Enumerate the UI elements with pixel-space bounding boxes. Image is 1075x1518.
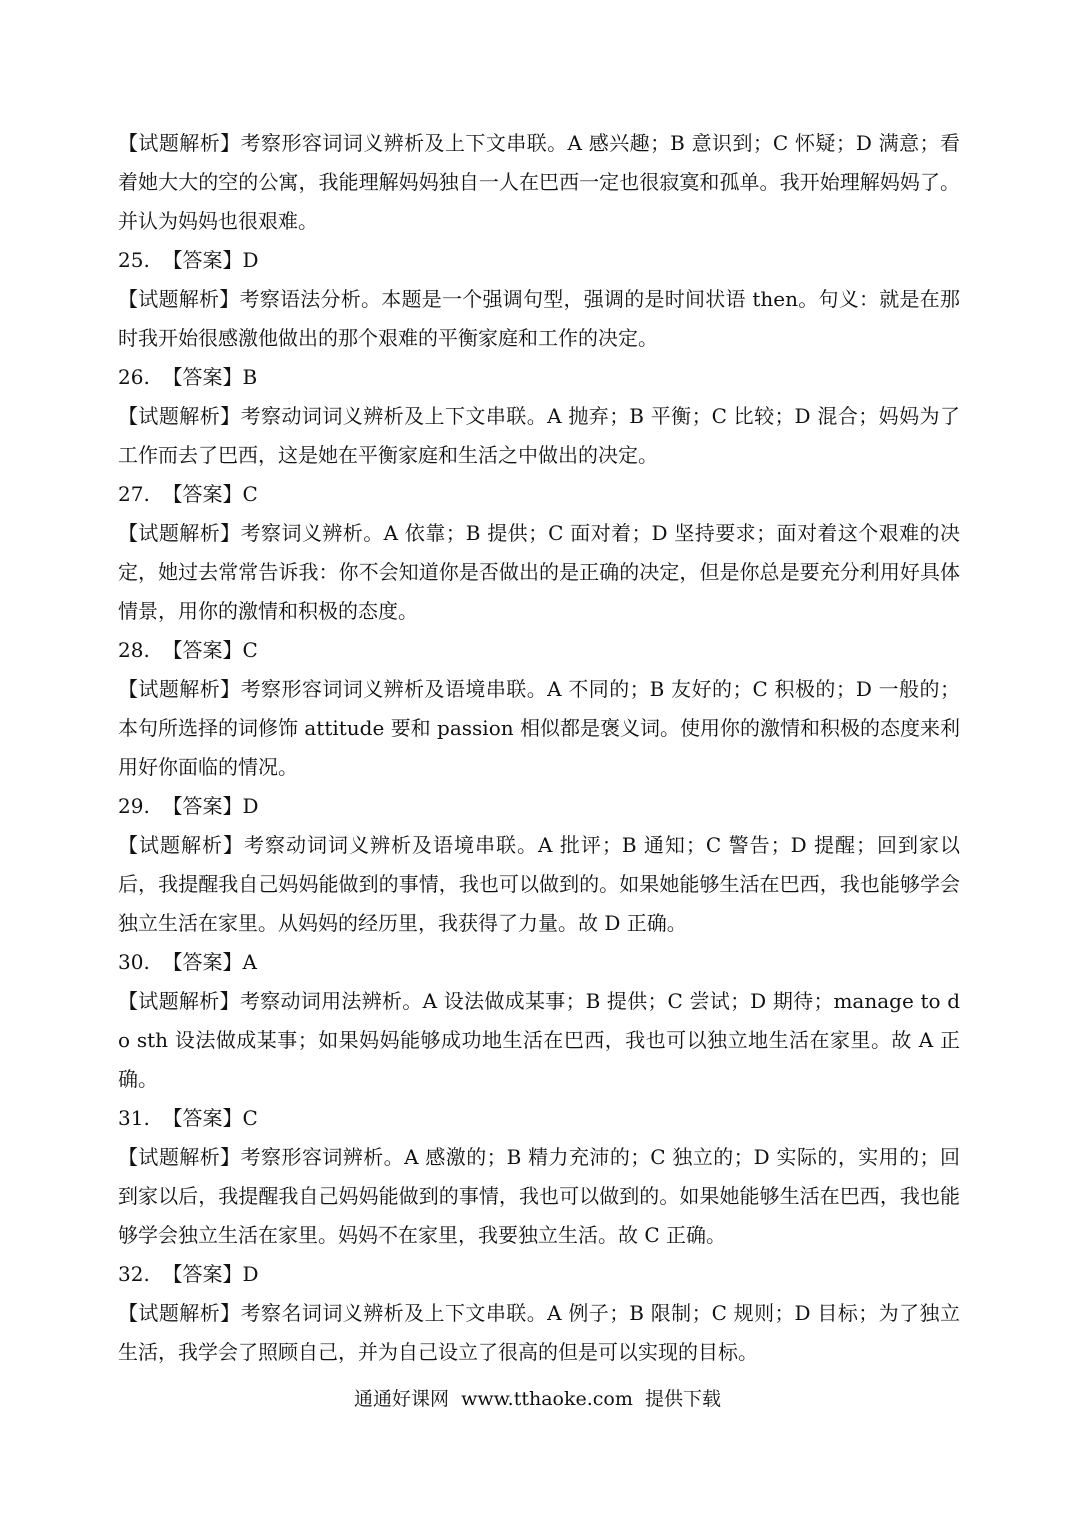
analysis-paragraph: 【试题解析】考察动词词义辨析及上下文串联。A 抛弃；B 平衡；C 比较；D 混合；妈妈为了工作而去了巴西，这是她在平衡家庭和生活之中做出的决定。 [118,404,960,467]
answer-line: 25. 【答案】D [118,248,259,272]
analysis-paragraph: 【试题解析】考察形容词词义辨析及语境串联。A 不同的；B 友好的；C 积极的；D 一般的；本句所选择的词修饰 attitude 要和 passion 相似都是褒义词。使用你的激情和积极的态度来利用好你面临的情况。 [118,677,960,779]
answer-line: 27. 【答案】C [118,482,258,506]
answer-line: 26. 【答案】B [118,365,258,389]
answer-line: 28. 【答案】C [118,638,258,662]
analysis-paragraph: 【试题解析】考察名词词义辨析及上下文串联。A 例子；B 限制；C 规则；D 目标；为了独立生活，我学会了照顾自己，并为自己设立了很高的但是可以实现的目标。 [118,1301,960,1364]
answer-line: 30. 【答案】A [118,950,257,974]
analysis-paragraph: 【试题解析】考察形容词词义辨析及上下文串联。A 感兴趣；B 意识到；C 怀疑；D 满意；看着她大大的空的公寓，我能理解妈妈独自一人在巴西一定也很寂寞和孤单。我开始理解妈妈了。并认为妈妈也很艰难。 [118,131,960,233]
analysis-paragraph: 【试题解析】考察动词词义辨析及语境串联。A 批评；B 通知；C 警告；D 提醒；回到家以后，我提醒我自己妈妈能做到的事情，我也可以做到的。如果她能够生活在巴西，我也能够学会独立生活在家里。从妈妈的经历里，我获得了力量。故 D 正确。 [118,833,960,935]
answer-line: 32. 【答案】D [118,1262,259,1286]
answer-line: 29. 【答案】D [118,794,259,818]
analysis-paragraph: 【试题解析】考察语法分析。本题是一个强调句型，强调的是时间状语 then。句义：就是在那时我开始很感激他做出的那个艰难的平衡家庭和工作的决定。 [118,287,960,350]
page-footer: 通通好课网 www.tthaoke.com 提供下载 [354,1388,721,1410]
analysis-paragraph: 【试题解析】考察词义辨析。A 依靠；B 提供；C 面对着；D 坚持要求；面对着这个艰难的决定，她过去常常告诉我：你不会知道你是否做出的是正确的决定，但是你总是要充分利用好具体情景，用你的激情和积极的态度。 [118,521,960,623]
document-body [118,124,960,1372]
answer-line: 31. 【答案】C [118,1106,258,1130]
analysis-paragraph: 【试题解析】考察形容词辨析。A 感激的；B 精力充沛的；C 独立的；D 实际的，实用的；回到家以后，我提醒我自己妈妈能做到的事情，我也可以做到的。如果她能够生活在巴西，我也能够学会独立生活在家里。妈妈不在家里，我要独立生活。故 C 正确。 [118,1145,960,1247]
analysis-paragraph: 【试题解析】考察动词用法辨析。A 设法做成某事；B 提供；C 尝试；D 期待；manage to do sth 设法做成某事；如果妈妈能够成功地生活在巴西，我也可以独立地生活在家里。故 A 正确。 [118,989,960,1091]
